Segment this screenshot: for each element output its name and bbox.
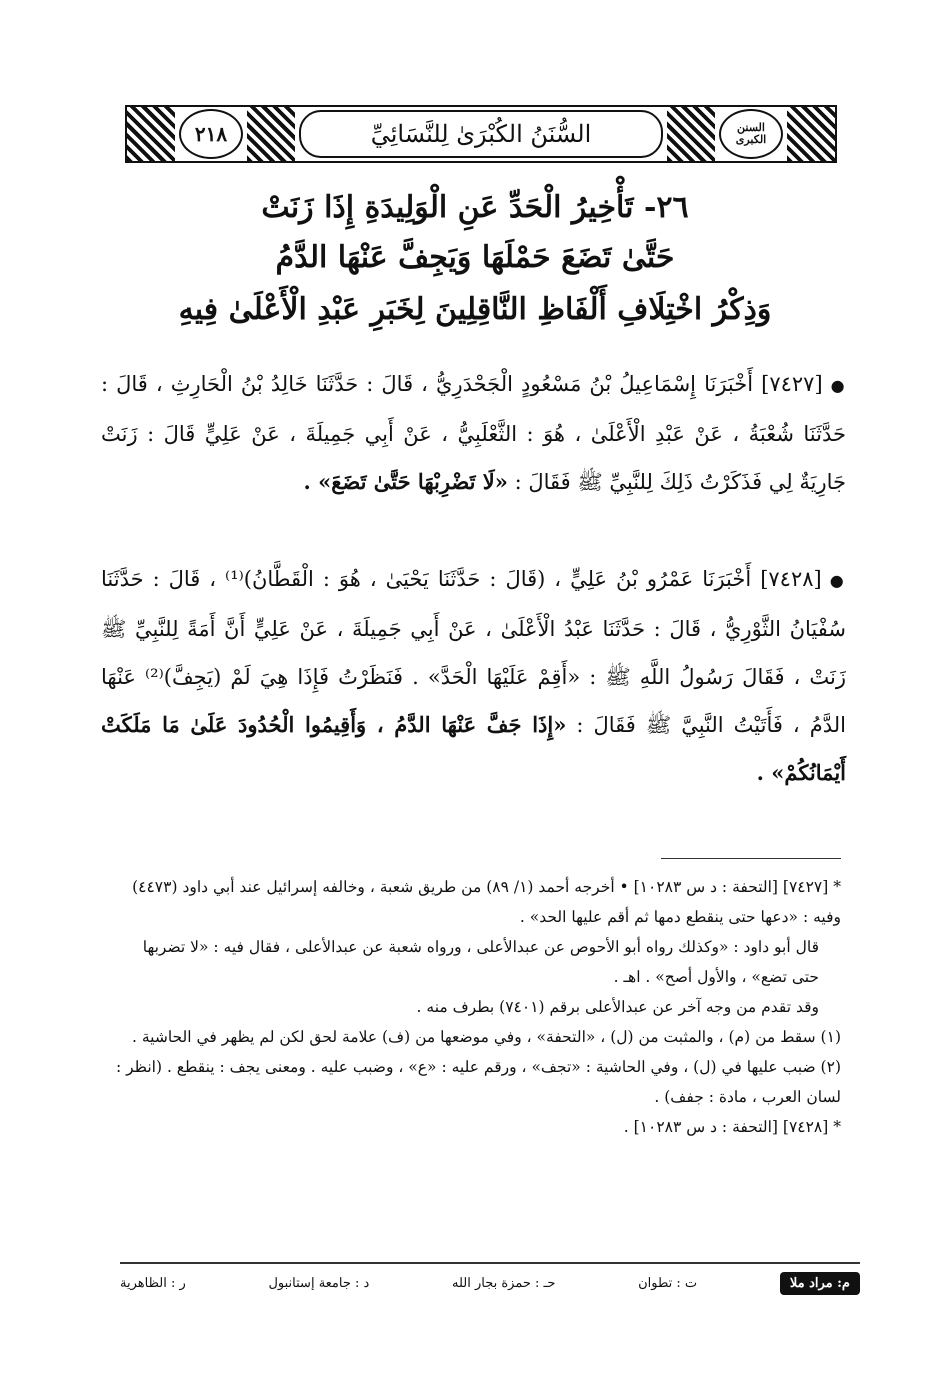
ornament (127, 107, 175, 161)
footnotes (111, 872, 841, 1142)
note-7428: * [٧٤٢٨] [التحفة : د س ١٠٢٨٣] . (623, 1118, 841, 1136)
hadith-7427 (101, 360, 846, 506)
legend-m: م: مراد ملا (780, 1272, 860, 1295)
legend-r: ر : الظاهرية (120, 1276, 186, 1291)
page-header (125, 105, 837, 163)
footer-divider (120, 1262, 860, 1264)
book-title: السُّنَنُ الكُبْرَىٰ لِلنَّسَائِيِّ (299, 110, 663, 158)
note-7427: * [٧٤٢٧] [التحفة : د س ١٠٢٨٣] • أخرجه أحمد (١/ ٨٩) من طريق شعبة ، وخالفه إسرائيل عند أبي داود (٤٤٧٣) وفيه : «دعها حتى ينقطع دمها ثم أقم عليها الحد» . (132, 878, 841, 926)
footnote-divider (661, 858, 841, 859)
hadith-text: [٧٤٢٧] أَخْبَرَنَا إِسْمَاعِيلُ بْنُ مَسْعُودٍ الْجَحْدَرِيُّ ، قَالَ : حَدَّثَنَا خَالِدُ بْنُ الْحَارِثِ ، قَالَ : حَدَّثَنَا شُعْبَةُ ، عَنْ عَبْدِ الْأَعْلَىٰ ، هُوَ : الثَّعْلَبِيُّ ، عَنْ أَبِي جَمِيلَةَ ، عَنْ عَلِيٍّ قَالَ : زَنَتْ جَارِيَةٌ لِي فَذَكَرْتُ ذَلِكَ لِلنَّبِيِّ ﷺ فَقَالَ : (101, 372, 846, 494)
hadith-7428 (101, 555, 846, 797)
hadith-quote: «إِذَا جَفَّ عَنْهَا الدَّمُ ، وَأَقِيمُوا الْحُدُودَ عَلَىٰ مَا مَلَكَتْ أَيْمَانُكُمْ» . (101, 712, 846, 785)
book-logo (719, 109, 783, 159)
footnote-1: (١) سقط من (م) ، والمثبت من (ل) ، «التحفة» ، وفي موضعها من (ف) علامة لحق لكن لم يظهر في الحاشية . (132, 1028, 841, 1046)
page-number: ٢١٨ (179, 109, 243, 159)
bullet-icon: ● (830, 376, 847, 395)
chapter-title-line-3: وَذِكْرُ اخْتِلَافِ أَلْفَاظِ النَّاقِلِينَ لِخَبَرِ عَبْدِ الْأَعْلَىٰ فِيهِ (178, 292, 772, 327)
legend-d: د : جامعة إستانبول (268, 1276, 370, 1291)
hadith-quote: «لَا تَضْرِبْهَا حَتَّىٰ تَضَعَ» . (303, 469, 508, 494)
manuscript-legend (120, 1272, 860, 1295)
legend-t: ت : تطوان (638, 1276, 698, 1291)
hadith-text: [٧٤٢٨] أَخْبَرَنَا عَمْرُو بْنُ عَلِيٍّ ، (قَالَ : حَدَّثَنَا يَحْيَىٰ ، هُوَ : الْقَطَّانُ)⁽¹⁾ ، قَالَ : حَدَّثَنَا سُفْيَانُ الثَّوْرِيُّ ، قَالَ : حَدَّثَنَا عَبْدُ الْأَعْلَىٰ ، عَنْ أَبِي جَمِيلَةَ ، عَنْ عَلِيٍّ أَنَّ أَمَةً لِلنَّبِيِّ ﷺ زَنَتْ ، فَقَالَ رَسُولُ اللَّهِ ﷺ : «أَقِمْ عَلَيْهَا الْحَدَّ» . فَنَظَرْتُ فَإِذَا هِيَ لَمْ (يَجِفَّ)⁽²⁾ عَنْهَا الدَّمُ ، فَأَتَيْتُ النَّبِيَّ ﷺ فَقَالَ : (101, 567, 846, 737)
note-abudawud: قال أبو داود : «وكذلك رواه أبو الأحوص عن عبدالأعلى ، ورواه شعبة عن عبدالأعلى ، فقال فيه : «لا تضربها حتى تضع» ، والأول أصح» . اهـ . (142, 938, 819, 986)
chapter-title-line-1: ٢٦- تَأْخِيرُ الْحَدِّ عَنِ الْوَلِيدَةِ إِذَا زَنَتْ (261, 190, 689, 225)
chapter-title-line-2: حَتَّىٰ تَضَعَ حَمْلَهَا وَيَجِفَّ عَنْهَا الدَّمُ (275, 240, 675, 275)
note-cross-ref: وقد تقدم من وجه آخر عن عبدالأعلى برقم (٧٤٠١) بطرف منه . (416, 998, 819, 1016)
logo-text: السنن الكبرى (735, 121, 767, 146)
footnote-2: (٢) ضبب عليها في (ل) ، وفي الحاشية : «تجف» ، ورقم عليه : «ع» ، وضبب عليه . ومعنى يجف : ينقطع . (انظر : لسان العرب ، مادة : جفف) . (115, 1058, 841, 1106)
ornament (787, 107, 835, 161)
ornament (247, 107, 295, 161)
bullet-icon: ● (829, 571, 846, 590)
ornament (667, 107, 715, 161)
legend-h: حـ : حمزة بجار الله (452, 1276, 556, 1291)
